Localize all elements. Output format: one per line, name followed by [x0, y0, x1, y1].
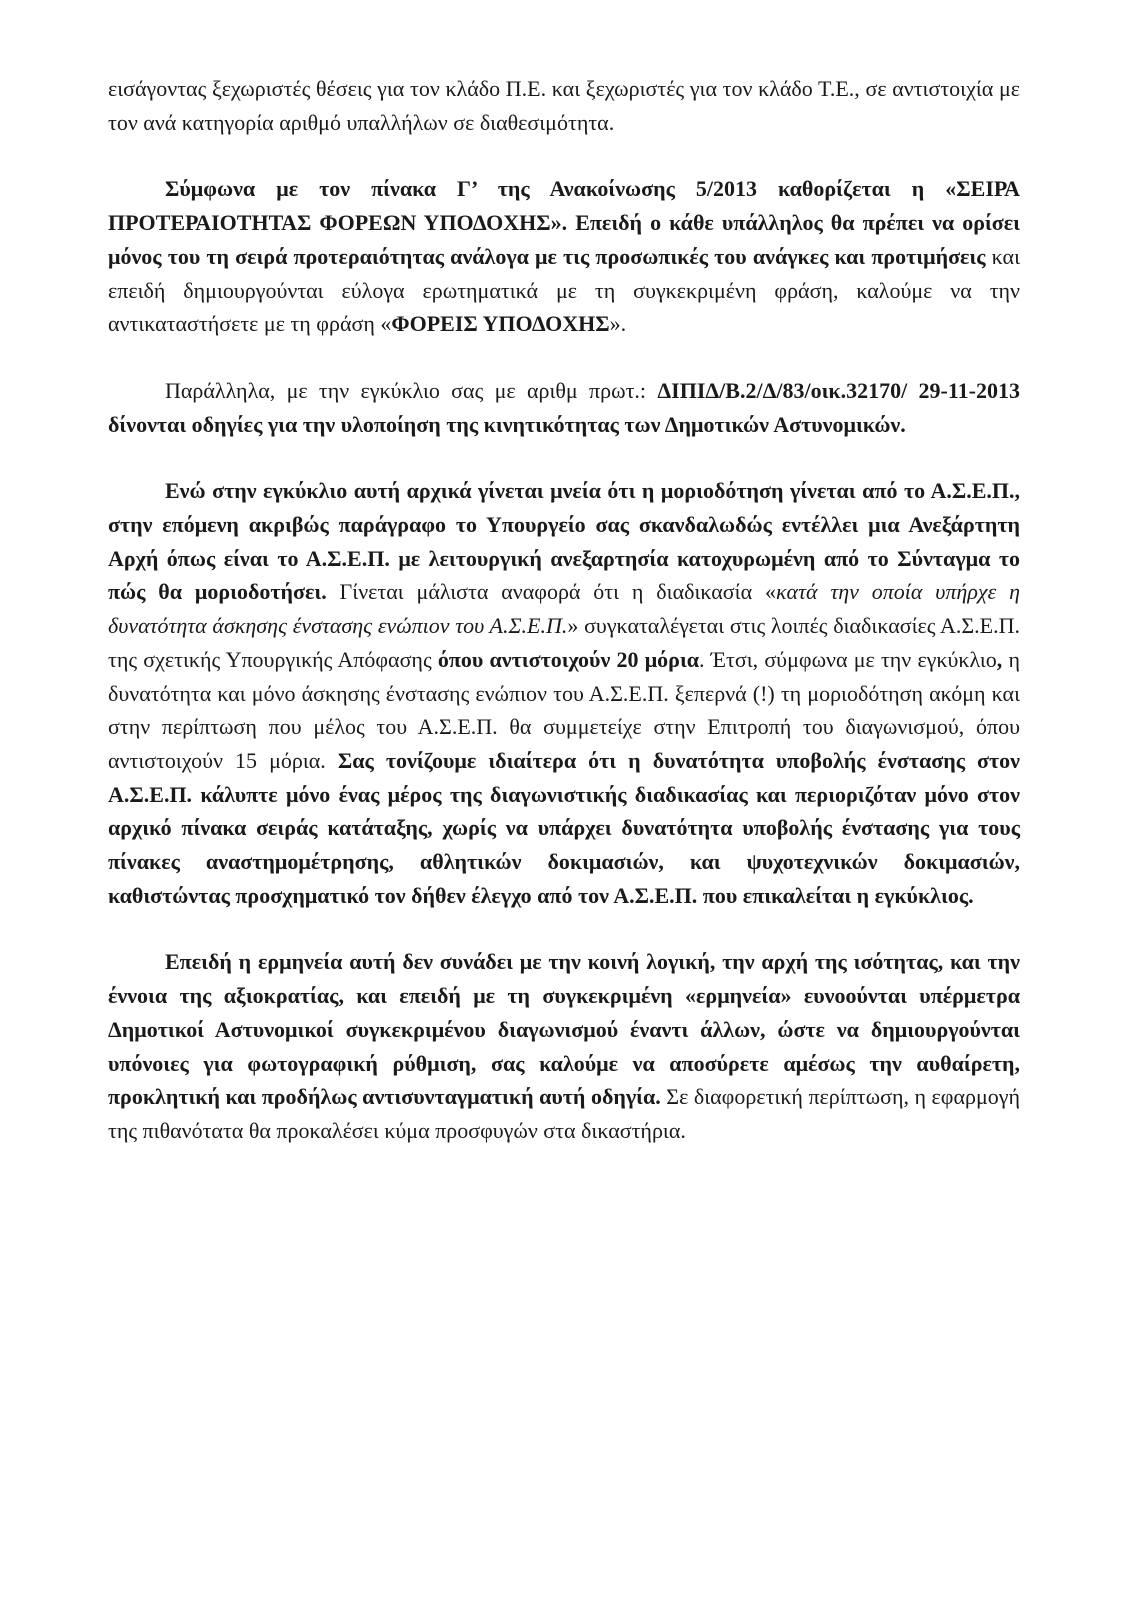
paragraph-asep-scoring — [108, 474, 1020, 912]
paragraph-circular-reference — [108, 374, 1020, 441]
text-segment: εισάγοντας ξεχωριστές θέσεις για τον κλάδο Π.Ε. και ξεχωριστές για τον κλάδο Τ.Ε., σε αντιστοιχία με τον ανά κατηγορία αριθμό υπαλλήλων σε διαθεσιμότητα. — [108, 76, 1020, 135]
text-segment-italic: κατά την οποία υπήρχε η δυνατότητα άσκησης ένστασης ενώπιον του Α.Σ.Ε.Π. — [108, 579, 1021, 639]
text-segment: Γίνεται μάλιστα αναφορά ότι η διαδικασία « — [326, 579, 776, 605]
text-segment-bold: ΔΙΠΙΔ/Β.2/Δ/83/οικ.32170/ 29-11-2013 δίνονται οδηγίες για την υλοποίηση της κινητικότητας των Δημοτικών Αστυνομικών. — [108, 377, 1020, 437]
text-segment-bold: Ενώ στην εγκύκλιο αυτή αρχικά γίνεται μνεία ότι η μοριοδότηση γίνεται από το Α.Σ.Ε.Π., στην επόμενη ακριβώς παράγραφο το Υπουργείο σας σκανδαλωδώς εντέλλει μια Ανεξάρτητη Αρχή όπως είναι το Α.Σ.Ε.Π. με λειτουργική ανεξαρτησία κατοχυρωμένη από το Σύνταγμα το πώς θα μοριοδοτήσει. — [108, 478, 1020, 605]
text-segment-bold: , — [996, 646, 1003, 672]
text-segment-bold: ΦΟΡΕΙΣ ΥΠΟΔΟΧΗΣ — [391, 311, 610, 337]
text-segment: » συγκαταλέγεται στις λοιπές διαδικασίες Α.Σ.Ε.Π. της σχετικής Υπουργικής Απόφασης — [108, 613, 1020, 672]
text-segment: Παράλληλα, με την εγκύκλιο σας με αριθμ πρωτ.: — [165, 377, 658, 403]
paragraph-withdrawal-request — [108, 945, 1020, 1147]
text-segment-bold: Σας τονίζουμε ιδιαίτερα ότι η δυνατότητα υποβολής ένστασης στον Α.Σ.Ε.Π. κάλυπτε μόνο ένας μέρος της διαγωνιστικής διαδικασίας και περιοριζόταν μόνο στον αρχικό πίνακα σειράς κατάταξης, χωρίς να υπάρχει δυνατότητα υποβολής ένστασης για τους πίνακες αναστημομέτρησης, αθλητικών δοκιμασιών, και ψυχοτεχνικών δοκιμασιών, καθιστώντας προσχηματικό τον δήθεν έλεγχο από τον Α.Σ.Ε.Π. που επικαλείται η εγκύκλιος. — [108, 747, 1020, 908]
text-segment-bold: Σύμφωνα με τον πίνακα Γ’ της Ανακοίνωσης 5/2013 καθορίζεται η «ΣΕΙΡΑ ΠΡΟΤΕΡΑΙΟΤΗΤΑΣ ΦΟΡΕΩΝ ΥΠΟΔΟΧΗΣ». Επειδή ο κάθε υπάλληλος θα πρέπει να ορίσει μόνος του τη σειρά προτεραιότητας ανάλογα με τις προσωπικές του ανάγκες και προτιμήσεις — [108, 176, 1020, 269]
text-segment: η δυνατότητα και μόνο άσκησης ένστασης ενώπιον του Α.Σ.Ε.Π. ξεπερνά (!) τη μοριοδότηση ακόμη και στην περίπτωση που μέλος του Α.Σ.Ε.Π. θα συμμετείχε στην Επιτροπή του διαγωνισμού, όπου αντιστοιχούν 15 μόρια. — [108, 646, 1021, 773]
text-segment: ». — [609, 311, 627, 337]
text-segment: . Έτσι, σύμφωνα με την εγκύκλιο — [699, 646, 997, 672]
text-segment-bold: Επειδή η ερμηνεία αυτή δεν συνάδει με την κοινή λογική, την αρχή της ισότητας, και την έννοια της αξιοκρατίας, και επειδή με τη συγκεκριμένη «ερμηνεία» ευνοούνται υπέρμετρα Δημοτικοί Αστυνομικοί συγκεκριμένου διαγωνισμού έναντι άλλων, ώστε να δημιουργούνται υπόνοιες για φωτογραφική ρύθμιση, σας καλούμε να αποσύρετε αμέσως την αυθαίρετη, προκλητική και προδήλως αντισυνταγματική αυτή οδηγία. — [108, 949, 1020, 1110]
document-page — [108, 72, 1020, 1181]
text-segment: και επειδή δημιουργούνται εύλογα ερωτηματικά με τη συγκεκριμένη φράση, καλούμε να την αντικαταστήσετε με τη φράση « — [108, 243, 1021, 337]
text-segment: Σε διαφορετική περίπτωση, η εφαρμογή της πιθανότατα θα προκαλέσει κύμα προσφυγών στα δικαστήρια. — [108, 1084, 1020, 1143]
paragraph-receiving-bodies — [108, 172, 1020, 341]
paragraph-continuation — [108, 72, 1020, 139]
text-segment-bold: όπου αντιστοιχούν 20 μόρια — [437, 646, 700, 672]
